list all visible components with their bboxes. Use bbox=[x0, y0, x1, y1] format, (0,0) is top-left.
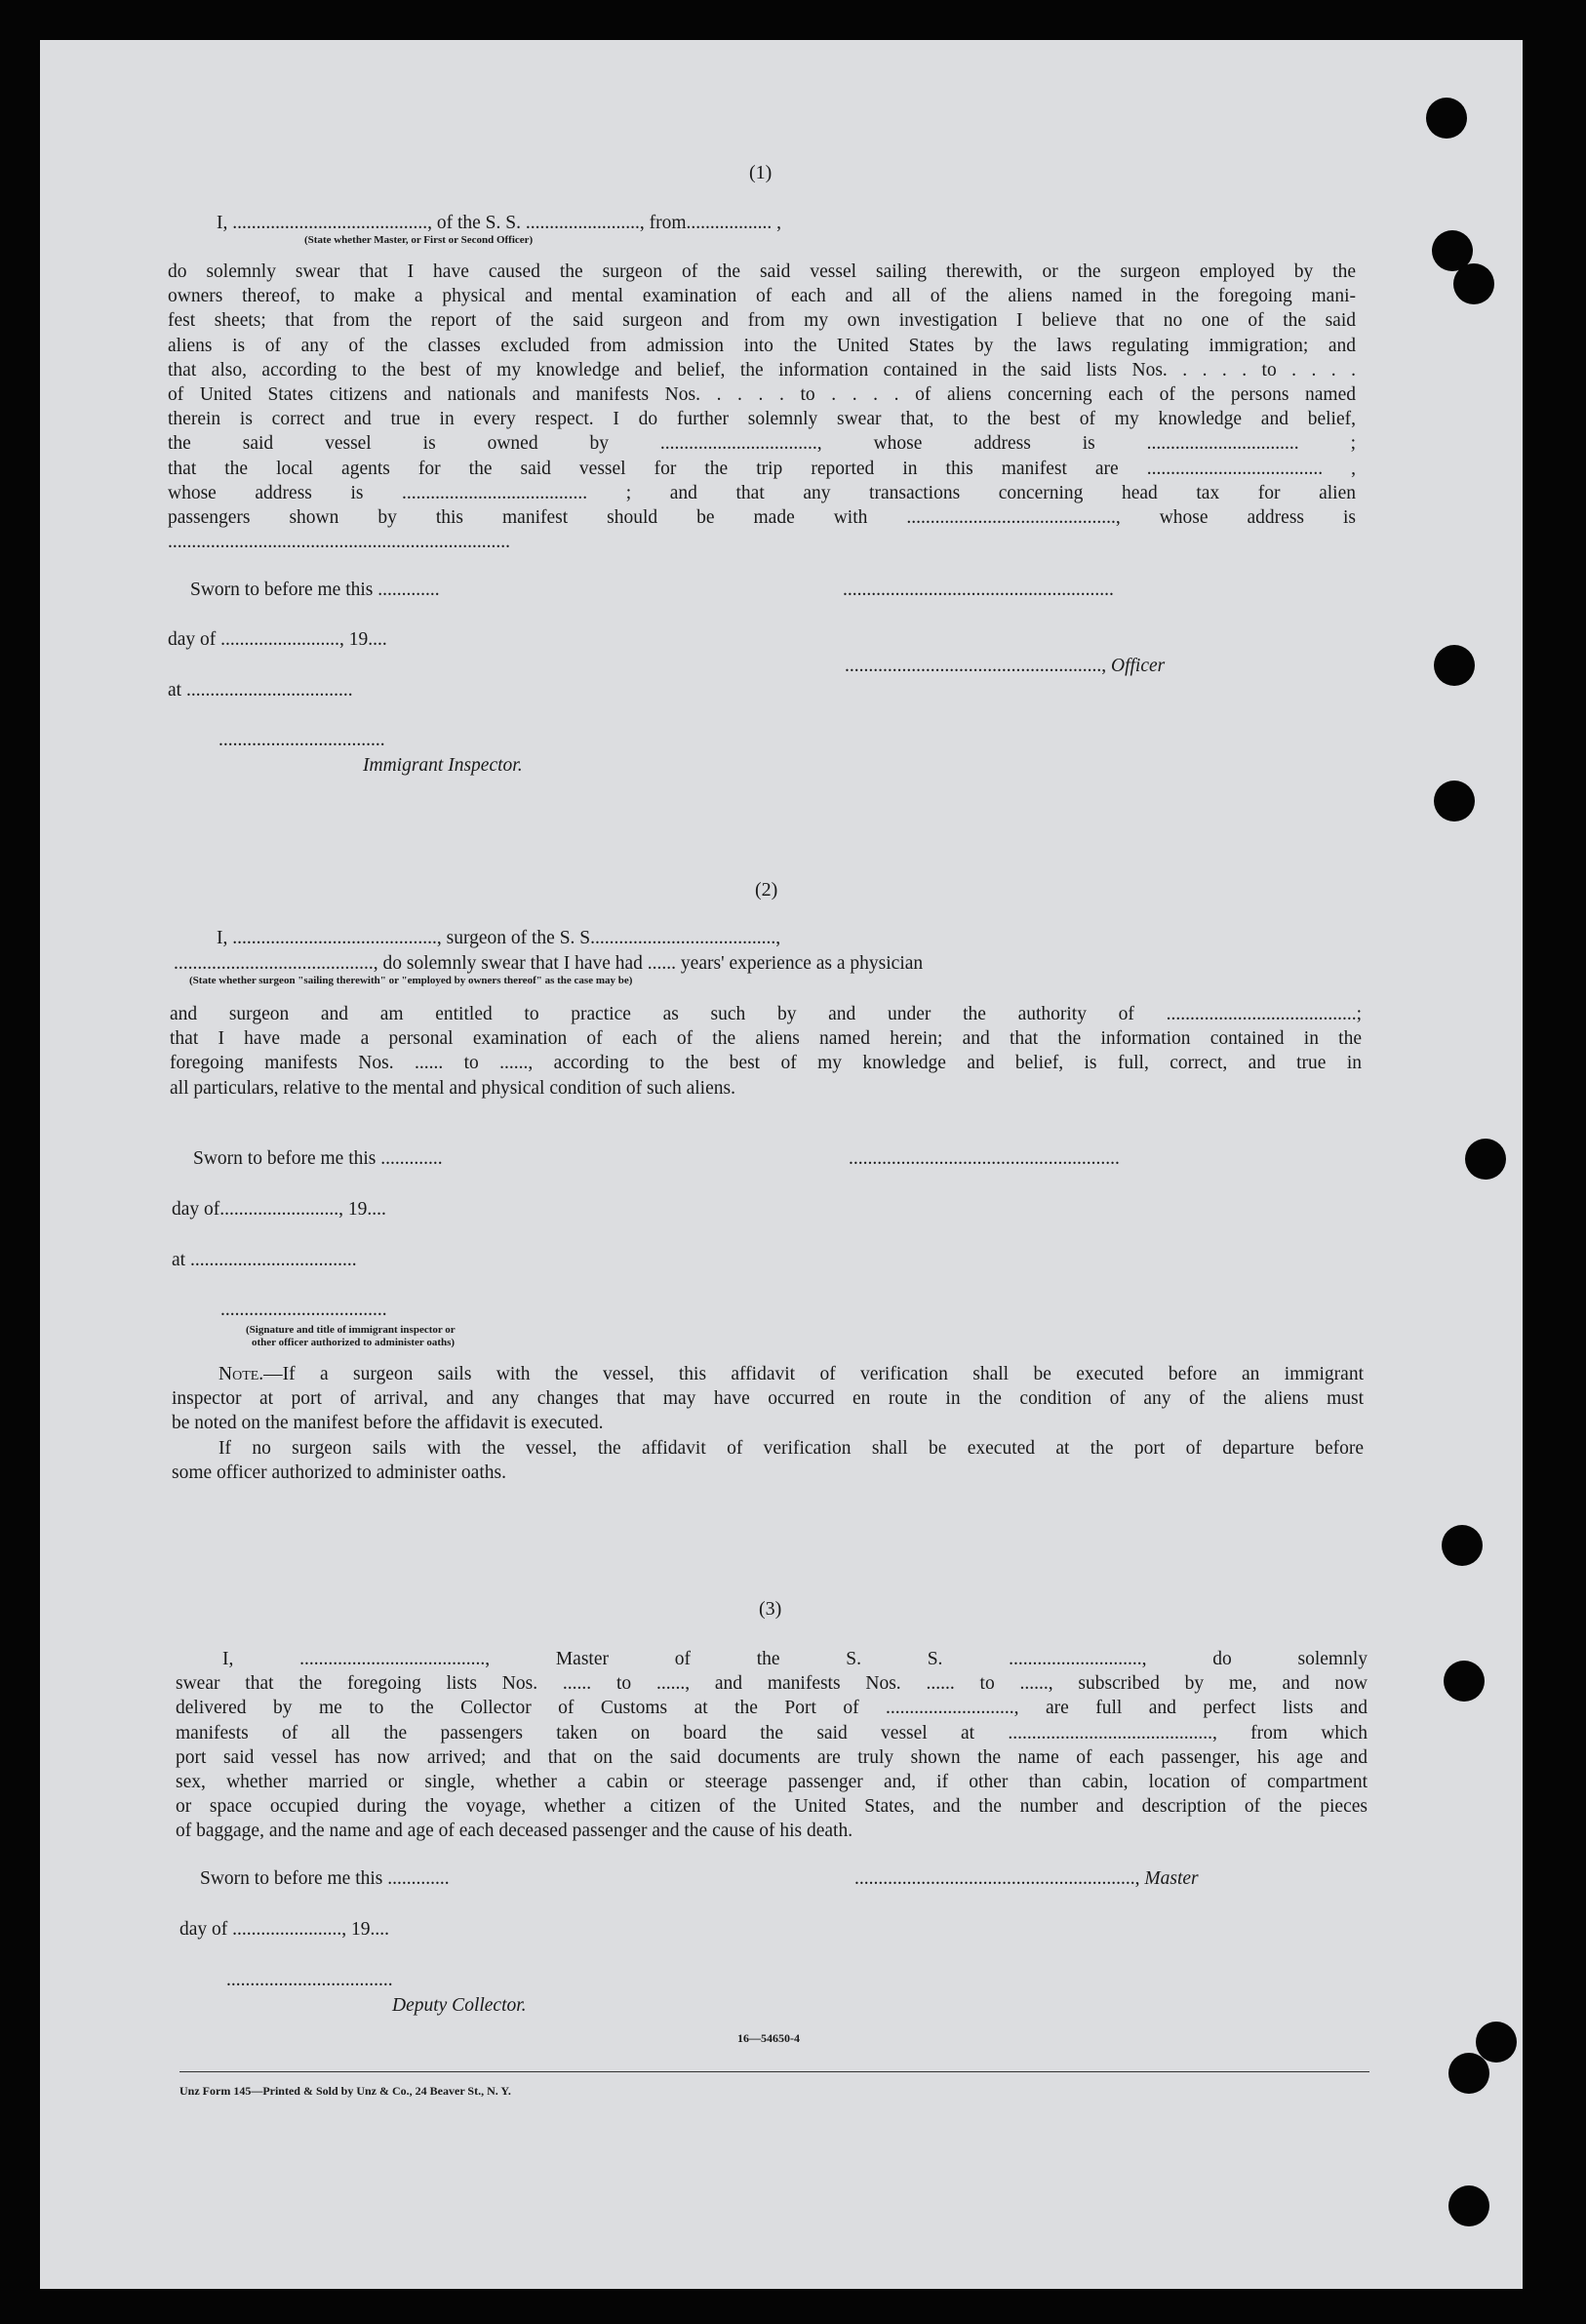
master-label: Master bbox=[1144, 1868, 1199, 1889]
text-line bbox=[172, 1362, 1364, 1386]
text-line: swear that the foregoing lists Nos. ...... to ......, and manifests Nos. ...... to ......, subscribed by me, and now bbox=[176, 1673, 1368, 1695]
text-line: that I have made a personal examination of each of the aliens named herein; and that the information contained in the bbox=[170, 1028, 1362, 1050]
printer-imprint: Unz Form 145—Printed & Sold by Unz & Co., 24 Beaver St., N. Y. bbox=[179, 2084, 511, 2098]
text-line: If no surgeon sails with the vessel, the affidavit of verification shall be executed at the port of departure before bbox=[218, 1437, 1364, 1459]
text-line: be noted on the manifest before the affidavit is executed. bbox=[172, 1413, 604, 1434]
signature-note: (Signature and title of immigrant inspector or bbox=[246, 1324, 456, 1336]
sworn-line: Sworn to before me this ............. bbox=[200, 1868, 450, 1889]
signature-line: ......................................................... bbox=[849, 1148, 1120, 1169]
officer-label: Officer bbox=[1111, 656, 1166, 676]
field-note: (State whether surgeon "sailing therewith" or "employed by owners thereof" as the case may be) bbox=[189, 975, 633, 986]
text-line: fest sheets; that from the report of the said surgeon and from my own investigation I believe that no one of the said bbox=[168, 310, 1356, 332]
text-line: passengers shown by this manifest should be made with ............................................, whose address is bbox=[168, 507, 1356, 529]
sworn-line: Sworn to before me this ............. bbox=[193, 1148, 443, 1169]
note-paragraph bbox=[172, 1362, 1364, 1485]
officer-line bbox=[845, 656, 1165, 677]
note-text: —If a surgeon sails with the vessel, this affidavit of verification shall be executed before an immigrant bbox=[263, 1364, 1364, 1384]
surgeon-line: I, ..........................................., surgeon of the S. S......................................., bbox=[217, 928, 781, 948]
experience-line: .........................................., do solemnly swear that I have had ...... years' experience as a physician bbox=[174, 953, 924, 974]
punch-hole bbox=[1426, 98, 1467, 139]
text-line: or space occupied during the voyage, whether a citizen of the United States, and the number and description of the pieces bbox=[176, 1796, 1368, 1818]
at-line: at ................................... bbox=[168, 680, 353, 701]
punch-hole bbox=[1444, 1661, 1485, 1702]
master-dots: ..........................................................., bbox=[854, 1868, 1145, 1889]
master-line: I, ........................................., of the S. S. ........................, from.................. , bbox=[217, 213, 782, 233]
note-label: Note. bbox=[218, 1364, 264, 1384]
field-note: (State whether Master, or First or Second Officer) bbox=[304, 234, 534, 246]
text-line: that also, according to the best of my knowledge and belief, the information contained in the said lists Nos. . . . . to . . . . bbox=[168, 359, 1356, 381]
master-signature-line bbox=[854, 1868, 1199, 1890]
text-line: foregoing manifests Nos. ...... to ......, according to the best of my knowledge and belief, is full, correct, and true in bbox=[170, 1053, 1362, 1074]
text-line: ........................................................................ bbox=[168, 532, 510, 553]
punch-hole bbox=[1476, 2022, 1517, 2063]
punch-hole bbox=[1465, 1139, 1506, 1180]
signature-line: ......................................................... bbox=[843, 580, 1114, 600]
signature-note: other officer authorized to administer oaths) bbox=[252, 1337, 456, 1348]
punch-hole bbox=[1442, 1525, 1483, 1566]
officer-dots: ......................................................, bbox=[845, 656, 1111, 676]
text-line: owners thereof, to make a physical and mental examination of each and all of the aliens named in the foregoing mani- bbox=[168, 286, 1356, 307]
punch-hole bbox=[1453, 263, 1494, 304]
text-line: do solemnly swear that I have caused the surgeon of the said vessel sailing therewith, or the surgeon employed by the bbox=[168, 261, 1356, 282]
section-number: (3) bbox=[759, 1598, 782, 1620]
text-line: manifests of all the passengers taken on board the said vessel at ..........................................., from which bbox=[176, 1722, 1368, 1743]
punch-hole bbox=[1434, 645, 1475, 686]
text-line: the said vessel is owned by ................................., whose address is ................................ ; bbox=[168, 433, 1356, 455]
text-line: and surgeon and am entitled to practice as such by and under the authority of ........................................; bbox=[170, 1004, 1362, 1024]
at-line: at ................................... bbox=[172, 1250, 357, 1270]
text-line: sex, whether married or single, whether a cabin or steerage passenger and, if other than cabin, location of compartment bbox=[176, 1772, 1368, 1793]
text-line: of United States citizens and nationals and manifests Nos. . . . . to . . . . of aliens concerning each of the persons named bbox=[168, 384, 1356, 406]
punch-hole bbox=[1448, 2185, 1489, 2226]
day-line: day of ......................., 19.... bbox=[179, 1919, 390, 1940]
surgeon-paragraph bbox=[170, 1002, 1362, 1101]
text-line: some officer authorized to administer oaths. bbox=[172, 1462, 506, 1483]
text-line: of baggage, and the name and age of each deceased passenger and the cause of his death. bbox=[176, 1821, 853, 1842]
text-line: aliens is of any of the classes excluded from admission into the United States by the laws regulating immigration; and bbox=[168, 335, 1356, 356]
section-number: (1) bbox=[749, 162, 773, 183]
oath-paragraph bbox=[168, 260, 1356, 554]
text-line: all particulars, relative to the mental and physical condition of such aliens. bbox=[170, 1077, 735, 1099]
sworn-line: Sworn to before me this ............. bbox=[190, 580, 440, 600]
text-line: that the local agents for the said vessel for the trip reported in this manifest are ..................................... , bbox=[168, 458, 1356, 479]
day-line: day of ........................., 19.... bbox=[168, 629, 387, 650]
inspector-signature-line: ................................... bbox=[220, 1300, 387, 1320]
text-line: port said vessel has now arrived; and that on the said documents are truly shown the name of each passenger, his age and bbox=[176, 1746, 1368, 1768]
text-line: I, ......................................., Master of the S. S. ............................, do solemnly bbox=[222, 1649, 1368, 1669]
deputy-title: Deputy Collector. bbox=[392, 1995, 527, 2016]
text-line: whose address is ....................................... ; and that any transactions concerning head tax for alien bbox=[168, 482, 1356, 503]
text-line: inspector at port of arrival, and any changes that may have occurred en route in the condition of any of the aliens must bbox=[172, 1388, 1364, 1410]
footer-rule bbox=[179, 2071, 1369, 2072]
inspector-signature-line: ................................... bbox=[218, 730, 385, 750]
day-line: day of........................., 19.... bbox=[172, 1199, 386, 1220]
master-paragraph bbox=[176, 1647, 1368, 1844]
punch-hole bbox=[1434, 781, 1475, 821]
punch-hole bbox=[1448, 2053, 1489, 2094]
text-line: delivered by me to the Collector of Customs at the Port of ..........................., are full and perfect lists and bbox=[176, 1698, 1368, 1719]
inspector-title: Immigrant Inspector. bbox=[363, 755, 523, 776]
section-number: (2) bbox=[755, 879, 778, 901]
form-number: 16—54650-4 bbox=[737, 2031, 800, 2045]
text-line: therein is correct and true in every respect. I do further solemnly swear that, to the best of my knowledge and belief, bbox=[168, 409, 1356, 430]
deputy-signature-line: ................................... bbox=[226, 1970, 393, 1990]
